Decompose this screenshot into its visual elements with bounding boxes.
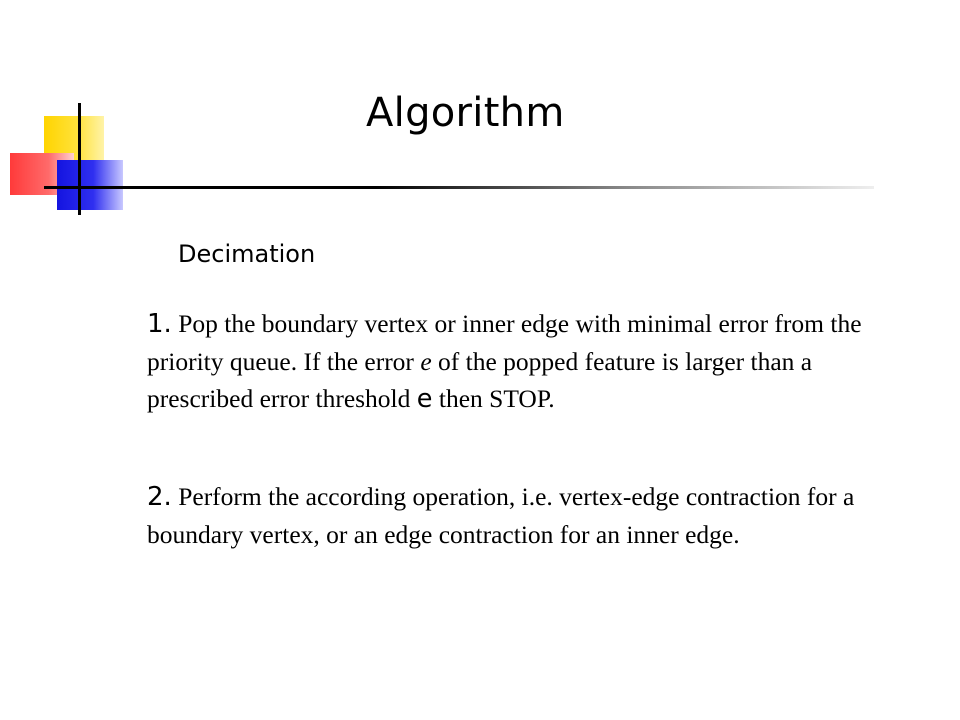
error-symbol: e [420,347,432,376]
step-1-number: 1. [147,309,172,339]
vertical-rule [78,103,81,215]
slide-title: Algorithm [366,90,565,136]
step-2-text: Perform the according operation, i.e. vertex-edge contraction for a boundary vertex, or an edge contraction for an inner edge. [147,482,855,549]
blue-square-decoration [57,160,123,210]
step-2 [147,478,887,553]
step-1 [147,305,887,418]
title-underline [44,186,874,189]
threshold-symbol: e [416,384,433,414]
step-1-text-c: then STOP. [432,384,555,413]
section-subheading: Decimation [178,240,316,268]
step-1-text-b: of the popped feature is larger than a prescribed error threshold [147,347,813,413]
step-1-text-a: Pop the boundary vertex or inner edge with minimal error from the priority queue. If the error [147,309,862,376]
decorative-logo [0,0,200,230]
step-2-number: 2. [147,482,172,512]
